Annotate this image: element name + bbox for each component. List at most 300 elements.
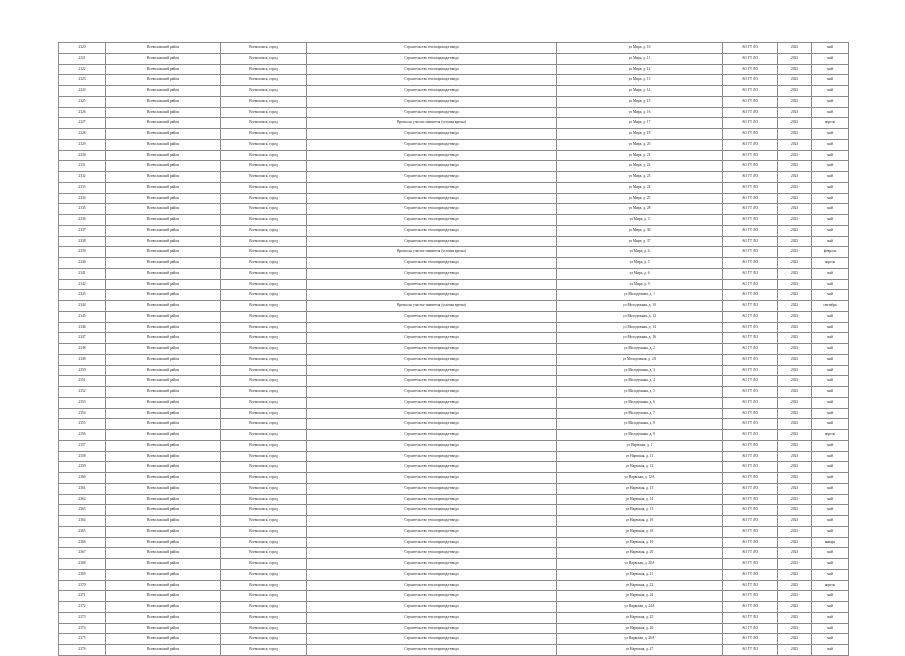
year-cell: 2023 — [778, 64, 812, 75]
year-cell: 2023 — [778, 516, 812, 527]
row-number: 2376 — [59, 645, 106, 656]
month-cell: май — [812, 548, 849, 559]
year-cell: 2023 — [778, 591, 812, 602]
year-cell: 2023 — [778, 569, 812, 580]
year-cell: 2023 — [778, 505, 812, 516]
work-type-cell: Строительство теплопровода-ввода — [307, 634, 557, 645]
organization-cell: АО ГТ ЛО — [723, 354, 778, 365]
month-cell: май — [812, 322, 849, 333]
organization-cell: АО ГТ ЛО — [723, 53, 778, 64]
address-cell: ул Мира, д. 22 — [557, 161, 723, 172]
table-row — [59, 645, 849, 656]
row-number: 2361 — [59, 483, 106, 494]
month-cell: май — [812, 419, 849, 430]
table-row — [59, 96, 849, 107]
locality-cell: Всеволожск, город — [221, 344, 307, 355]
table-row — [59, 612, 849, 623]
work-type-cell: Строительство теплопровода-ввода — [307, 440, 557, 451]
locality-cell: Всеволожск, город — [221, 311, 307, 322]
locality-cell: Всеволожск, город — [221, 516, 307, 527]
table-row — [59, 505, 849, 516]
organization-cell: АО ГТ ЛО — [723, 645, 778, 656]
district-cell: Всеволожский район — [106, 569, 221, 580]
locality-cell: Всеволожск, город — [221, 193, 307, 204]
row-number: 2374 — [59, 623, 106, 634]
year-cell: 2023 — [778, 623, 812, 634]
address-cell: ул Молодежная, д. 10 — [557, 301, 723, 312]
row-number: 2340 — [59, 258, 106, 269]
month-cell: май — [812, 494, 849, 505]
address-cell: ул Мира, д. 16 — [557, 107, 723, 118]
locality-cell: Всеволожск, город — [221, 182, 307, 193]
row-number: 2368 — [59, 559, 106, 570]
locality-cell: Всеволожск, город — [221, 118, 307, 129]
address-cell: ул Молодежная, д. 2 — [557, 344, 723, 355]
year-cell: 2023 — [778, 258, 812, 269]
year-cell: 2023 — [778, 376, 812, 387]
table-row — [59, 236, 849, 247]
year-cell: 2023 — [778, 107, 812, 118]
locality-cell: Всеволожск, город — [221, 86, 307, 97]
organization-cell: АО ГТ ЛО — [723, 591, 778, 602]
row-number: 2333 — [59, 182, 106, 193]
district-cell: Всеволожский район — [106, 505, 221, 516]
table-row — [59, 376, 849, 387]
row-number: 2337 — [59, 225, 106, 236]
row-number: 2347 — [59, 333, 106, 344]
organization-cell: АО ГТ ЛО — [723, 172, 778, 183]
year-cell: 2023 — [778, 645, 812, 656]
table-row — [59, 290, 849, 301]
locality-cell: Всеволожск, город — [221, 236, 307, 247]
row-number: 2327 — [59, 118, 106, 129]
work-type-cell: Строительство теплопровода-ввода — [307, 150, 557, 161]
district-cell: Всеволожский район — [106, 612, 221, 623]
locality-cell: Всеволожск, город — [221, 440, 307, 451]
year-cell: 2023 — [778, 215, 812, 226]
address-cell: ул Мира, д. 14 — [557, 86, 723, 97]
organization-cell: АО ГТ ЛО — [723, 236, 778, 247]
month-cell: май — [812, 559, 849, 570]
organization-cell: АО ГТ ЛО — [723, 397, 778, 408]
month-cell: май — [812, 602, 849, 613]
year-cell: 2023 — [778, 408, 812, 419]
table-row — [59, 139, 849, 150]
year-cell: 2023 — [778, 602, 812, 613]
month-cell: май — [812, 473, 849, 484]
row-number: 2342 — [59, 279, 106, 290]
address-cell: ул Нарвская, д. 13 — [557, 483, 723, 494]
organization-cell: АО ГТ ЛО — [723, 580, 778, 591]
work-type-cell: Строительство теплопровода-ввода — [307, 602, 557, 613]
month-cell: апрель — [812, 580, 849, 591]
work-type-cell: Строительство теплопровода-ввода — [307, 623, 557, 634]
month-cell: май — [812, 634, 849, 645]
address-cell: ул Нарвская, д. 15 — [557, 505, 723, 516]
address-cell: ул Мира, д. 17 — [557, 118, 723, 129]
district-cell: Всеволожский район — [106, 258, 221, 269]
district-cell: Всеволожский район — [106, 225, 221, 236]
year-cell: 2023 — [778, 86, 812, 97]
table-row — [59, 451, 849, 462]
work-type-cell: Строительство теплопровода-ввода — [307, 559, 557, 570]
organization-cell: АО ГТ ЛО — [723, 225, 778, 236]
row-number: 2349 — [59, 354, 106, 365]
organization-cell: АО ГТ ЛО — [723, 612, 778, 623]
month-cell: апрель — [812, 118, 849, 129]
locality-cell: Всеволожск, город — [221, 354, 307, 365]
month-cell: май — [812, 333, 849, 344]
district-cell: Всеволожский район — [106, 268, 221, 279]
district-cell: Всеволожский район — [106, 161, 221, 172]
row-number: 2343 — [59, 290, 106, 301]
district-cell: Всеволожский район — [106, 440, 221, 451]
locality-cell: Всеволожск, город — [221, 419, 307, 430]
organization-cell: АО ГТ ЛО — [723, 548, 778, 559]
organization-cell: АО ГТ ЛО — [723, 526, 778, 537]
table-row — [59, 301, 849, 312]
locality-cell: Всеволожск, город — [221, 225, 307, 236]
work-type-cell: Строительство теплопровода-ввода — [307, 462, 557, 473]
organization-cell: АО ГТ ЛО — [723, 473, 778, 484]
row-number: 2320 — [59, 43, 106, 54]
table-row — [59, 430, 849, 441]
district-cell: Всеволожский район — [106, 193, 221, 204]
locality-cell: Всеволожск, город — [221, 569, 307, 580]
locality-cell: Всеволожск, город — [221, 430, 307, 441]
month-cell: май — [812, 53, 849, 64]
table-row — [59, 623, 849, 634]
work-type-cell: Строительство теплопровода-ввода — [307, 408, 557, 419]
row-number: 2328 — [59, 129, 106, 140]
work-type-cell: Строительство теплопровода-ввода — [307, 322, 557, 333]
address-cell: ул Нарвская, д. 16 — [557, 516, 723, 527]
row-number: 2371 — [59, 591, 106, 602]
month-cell: май — [812, 182, 849, 193]
year-cell: 2023 — [778, 333, 812, 344]
district-cell: Всеволожский район — [106, 96, 221, 107]
table-row — [59, 559, 849, 570]
work-type-cell: Строительство теплопровода-ввода — [307, 516, 557, 527]
row-number: 2335 — [59, 204, 106, 215]
year-cell: 2023 — [778, 322, 812, 333]
work-type-cell: Врезка на участке заявителя (угловая врезка) — [307, 118, 557, 129]
district-cell: Всеволожский район — [106, 53, 221, 64]
work-type-cell: Строительство теплопровода-ввода — [307, 290, 557, 301]
work-type-cell: Строительство теплопровода-ввода — [307, 193, 557, 204]
table-row — [59, 602, 849, 613]
month-cell: май — [812, 268, 849, 279]
district-cell: Всеволожский район — [106, 150, 221, 161]
year-cell: 2022 — [778, 301, 812, 312]
address-cell: ул Молодежная, д. 1 — [557, 290, 723, 301]
table-row — [59, 462, 849, 473]
district-cell: Всеволожский район — [106, 236, 221, 247]
table-row — [59, 591, 849, 602]
month-cell: май — [812, 290, 849, 301]
work-type-cell: Строительство теплопровода-ввода — [307, 311, 557, 322]
year-cell: 2023 — [778, 311, 812, 322]
district-cell: Всеволожский район — [106, 139, 221, 150]
year-cell: 2023 — [778, 483, 812, 494]
address-cell: ул Молодежная, д. 8 — [557, 419, 723, 430]
work-type-cell: Строительство теплопровода-ввода — [307, 139, 557, 150]
table-row — [59, 516, 849, 527]
table-row — [59, 344, 849, 355]
address-cell: ул Нарвская, д. 12 — [557, 462, 723, 473]
district-cell: Всеволожский район — [106, 376, 221, 387]
locality-cell: Всеволожск, город — [221, 451, 307, 462]
organization-cell: АО ГТ ЛО — [723, 161, 778, 172]
month-cell: май — [812, 150, 849, 161]
district-cell: Всеволожский район — [106, 172, 221, 183]
organization-cell: АО ГТ ЛО — [723, 408, 778, 419]
work-type-cell: Строительство теплопровода-ввода — [307, 333, 557, 344]
organization-cell: АО ГТ ЛО — [723, 129, 778, 140]
work-type-cell: Строительство теплопровода-ввода — [307, 268, 557, 279]
address-cell: ул Мира, д. 24 — [557, 182, 723, 193]
district-cell: Всеволожский район — [106, 322, 221, 333]
organization-cell: АО ГТ ЛО — [723, 247, 778, 258]
address-cell: ул Мира, д. 12 — [557, 64, 723, 75]
row-number: 2364 — [59, 516, 106, 527]
locality-cell: Всеволожск, город — [221, 43, 307, 54]
table-row — [59, 258, 849, 269]
work-type-cell: Строительство теплопровода-ввода — [307, 505, 557, 516]
district-cell: Всеволожский район — [106, 279, 221, 290]
year-cell: 2023 — [778, 193, 812, 204]
month-cell: май — [812, 623, 849, 634]
row-number: 2324 — [59, 86, 106, 97]
month-cell: май — [812, 483, 849, 494]
work-type-cell: Строительство теплопровода-ввода — [307, 161, 557, 172]
organization-cell: АО ГТ ЛО — [723, 602, 778, 613]
organization-cell: АО ГТ ЛО — [723, 419, 778, 430]
row-number: 2336 — [59, 215, 106, 226]
district-cell: Всеволожский район — [106, 86, 221, 97]
row-number: 2373 — [59, 612, 106, 623]
row-number: 2363 — [59, 505, 106, 516]
row-number: 2355 — [59, 419, 106, 430]
row-number: 2348 — [59, 344, 106, 355]
year-cell: 2023 — [778, 365, 812, 376]
organization-cell: АО ГТ ЛО — [723, 204, 778, 215]
locality-cell: Всеволожск, город — [221, 53, 307, 64]
locality-cell: Всеволожск, город — [221, 333, 307, 344]
address-cell: ул Молодежная, д. 3 — [557, 365, 723, 376]
year-cell: 2023 — [778, 548, 812, 559]
year-cell: 2023 — [778, 225, 812, 236]
work-type-cell: Строительство теплопровода-ввода — [307, 451, 557, 462]
year-cell: 2023 — [778, 354, 812, 365]
row-number: 2351 — [59, 376, 106, 387]
row-number: 2344 — [59, 301, 106, 312]
address-cell: ул Мира, д. 3 — [557, 215, 723, 226]
year-cell: 2023 — [778, 451, 812, 462]
work-type-cell: Строительство теплопровода-ввода — [307, 215, 557, 226]
row-number: 2360 — [59, 473, 106, 484]
locality-cell: Всеволожск, город — [221, 376, 307, 387]
address-cell: ул Молодежная, д. 9 — [557, 430, 723, 441]
work-type-cell: Строительство теплопровода-ввода — [307, 172, 557, 183]
row-number: 2330 — [59, 150, 106, 161]
work-type-cell: Строительство теплопровода-ввода — [307, 494, 557, 505]
address-cell: ул Нарвская, д. 11 — [557, 451, 723, 462]
month-cell: сентябрь — [812, 301, 849, 312]
table-row — [59, 419, 849, 430]
organization-cell: АО ГТ ЛО — [723, 365, 778, 376]
district-cell: Всеволожский район — [106, 483, 221, 494]
locality-cell: Всеволожск, город — [221, 602, 307, 613]
work-type-cell: Строительство теплопровода-ввода — [307, 376, 557, 387]
year-cell: 2023 — [778, 612, 812, 623]
address-cell: ул Нарвская, д. 19 — [557, 537, 723, 548]
organization-cell: АО ГТ ЛО — [723, 258, 778, 269]
month-cell: май — [812, 569, 849, 580]
year-cell: 2023 — [778, 494, 812, 505]
month-cell: май — [812, 139, 849, 150]
locality-cell: Всеволожск, город — [221, 645, 307, 656]
address-cell: ул Нарвская, д. 24 — [557, 591, 723, 602]
work-type-cell: Строительство теплопровода-ввода — [307, 365, 557, 376]
work-type-cell: Строительство теплопровода-ввода — [307, 397, 557, 408]
table-row — [59, 268, 849, 279]
organization-cell: АО ГТ ЛО — [723, 43, 778, 54]
address-cell: ул Мира, д. 23 — [557, 172, 723, 183]
month-cell: май — [812, 161, 849, 172]
organization-cell: АО ГТ ЛО — [723, 387, 778, 398]
address-cell: ул Мира, д. 5 — [557, 258, 723, 269]
work-type-cell: Строительство теплопровода-ввода — [307, 430, 557, 441]
month-cell: май — [812, 451, 849, 462]
locality-cell: Всеволожск, город — [221, 268, 307, 279]
month-cell: май — [812, 397, 849, 408]
month-cell: май — [812, 225, 849, 236]
work-type-cell: Строительство теплопровода-ввода — [307, 204, 557, 215]
row-number: 2372 — [59, 602, 106, 613]
locality-cell: Всеволожск, город — [221, 559, 307, 570]
organization-cell: АО ГТ ЛО — [723, 182, 778, 193]
table-row — [59, 408, 849, 419]
district-cell: Всеволожский район — [106, 118, 221, 129]
address-cell: ул Нарвская, д. 25 — [557, 612, 723, 623]
organization-cell: АО ГТ ЛО — [723, 193, 778, 204]
district-cell: Всеволожский район — [106, 290, 221, 301]
table-row — [59, 182, 849, 193]
work-type-cell: Строительство теплопровода-ввода — [307, 483, 557, 494]
year-cell: 2023 — [778, 279, 812, 290]
organization-cell: АО ГТ ЛО — [723, 301, 778, 312]
district-cell: Всеволожский район — [106, 537, 221, 548]
work-type-cell: Строительство теплопровода-ввода — [307, 43, 557, 54]
work-type-cell: Строительство теплопровода-ввода — [307, 387, 557, 398]
row-number: 2354 — [59, 408, 106, 419]
work-type-cell: Строительство теплопровода-ввода — [307, 107, 557, 118]
row-number: 2356 — [59, 430, 106, 441]
month-cell: май — [812, 64, 849, 75]
organization-cell: АО ГТ ЛО — [723, 505, 778, 516]
organization-cell: АО ГТ ЛО — [723, 569, 778, 580]
organization-cell: АО ГТ ЛО — [723, 107, 778, 118]
year-cell: 2023 — [778, 53, 812, 64]
district-cell: Всеволожский район — [106, 516, 221, 527]
month-cell: май — [812, 612, 849, 623]
row-number: 2352 — [59, 387, 106, 398]
work-type-cell: Строительство теплопровода-ввода — [307, 612, 557, 623]
district-cell: Всеволожский район — [106, 333, 221, 344]
row-number: 2358 — [59, 451, 106, 462]
district-cell: Всеволожский район — [106, 580, 221, 591]
address-cell: ул Молодежная, д. 12 — [557, 311, 723, 322]
organization-cell: АО ГТ ЛО — [723, 440, 778, 451]
month-cell: май — [812, 376, 849, 387]
locality-cell: Всеволожск, город — [221, 258, 307, 269]
row-number: 2367 — [59, 548, 106, 559]
district-cell: Всеволожский район — [106, 430, 221, 441]
district-cell: Всеволожский район — [106, 591, 221, 602]
table-row — [59, 43, 849, 54]
address-cell: ул Нарвская, д. 26 — [557, 623, 723, 634]
month-cell: май — [812, 107, 849, 118]
work-type-cell: Строительство теплопровода-ввода — [307, 537, 557, 548]
year-cell: 2023 — [778, 634, 812, 645]
locality-cell: Всеволожск, город — [221, 322, 307, 333]
month-cell: май — [812, 354, 849, 365]
organization-cell: АО ГТ ЛО — [723, 376, 778, 387]
year-cell: 2023 — [778, 430, 812, 441]
table-row — [59, 526, 849, 537]
organization-cell: АО ГТ ЛО — [723, 483, 778, 494]
locality-cell: Всеволожск, город — [221, 473, 307, 484]
address-cell: ул Нарвская, д. 20 — [557, 548, 723, 559]
month-cell: май — [812, 86, 849, 97]
address-cell: ул Мира, д. 15 — [557, 96, 723, 107]
address-cell: ул Молодежная, д. 5 — [557, 387, 723, 398]
district-cell: Всеволожский район — [106, 311, 221, 322]
year-cell: 2023 — [778, 43, 812, 54]
row-number: 2369 — [59, 569, 106, 580]
organization-cell: АО ГТ ЛО — [723, 344, 778, 355]
locality-cell: Всеволожск, город — [221, 161, 307, 172]
address-cell: ул Мира, д. 4 — [557, 247, 723, 258]
schedule-table — [58, 42, 849, 656]
row-number: 2321 — [59, 53, 106, 64]
work-type-cell: Строительство теплопровода-ввода — [307, 279, 557, 290]
address-cell: ул Нарвская, д. 26А — [557, 634, 723, 645]
table-row — [59, 75, 849, 86]
work-type-cell: Строительство теплопровода-ввода — [307, 129, 557, 140]
year-cell: 2023 — [778, 290, 812, 301]
locality-cell: Всеволожск, город — [221, 290, 307, 301]
district-cell: Всеволожский район — [106, 365, 221, 376]
table-row — [59, 483, 849, 494]
address-cell: ул Мира, д. 9 — [557, 279, 723, 290]
district-cell: Всеволожский район — [106, 419, 221, 430]
district-cell: Всеволожский район — [106, 623, 221, 634]
locality-cell: Всеволожск, город — [221, 387, 307, 398]
table-row — [59, 494, 849, 505]
month-cell: май — [812, 526, 849, 537]
month-cell: апрель — [812, 430, 849, 441]
locality-cell: Всеволожск, город — [221, 526, 307, 537]
month-cell: май — [812, 505, 849, 516]
month-cell: май — [812, 129, 849, 140]
address-cell: ул Молодежная, д. 6 — [557, 397, 723, 408]
district-cell: Всеволожский район — [106, 451, 221, 462]
work-type-cell: Строительство теплопровода-ввода — [307, 354, 557, 365]
district-cell: Всеволожский район — [106, 129, 221, 140]
organization-cell: АО ГТ ЛО — [723, 118, 778, 129]
